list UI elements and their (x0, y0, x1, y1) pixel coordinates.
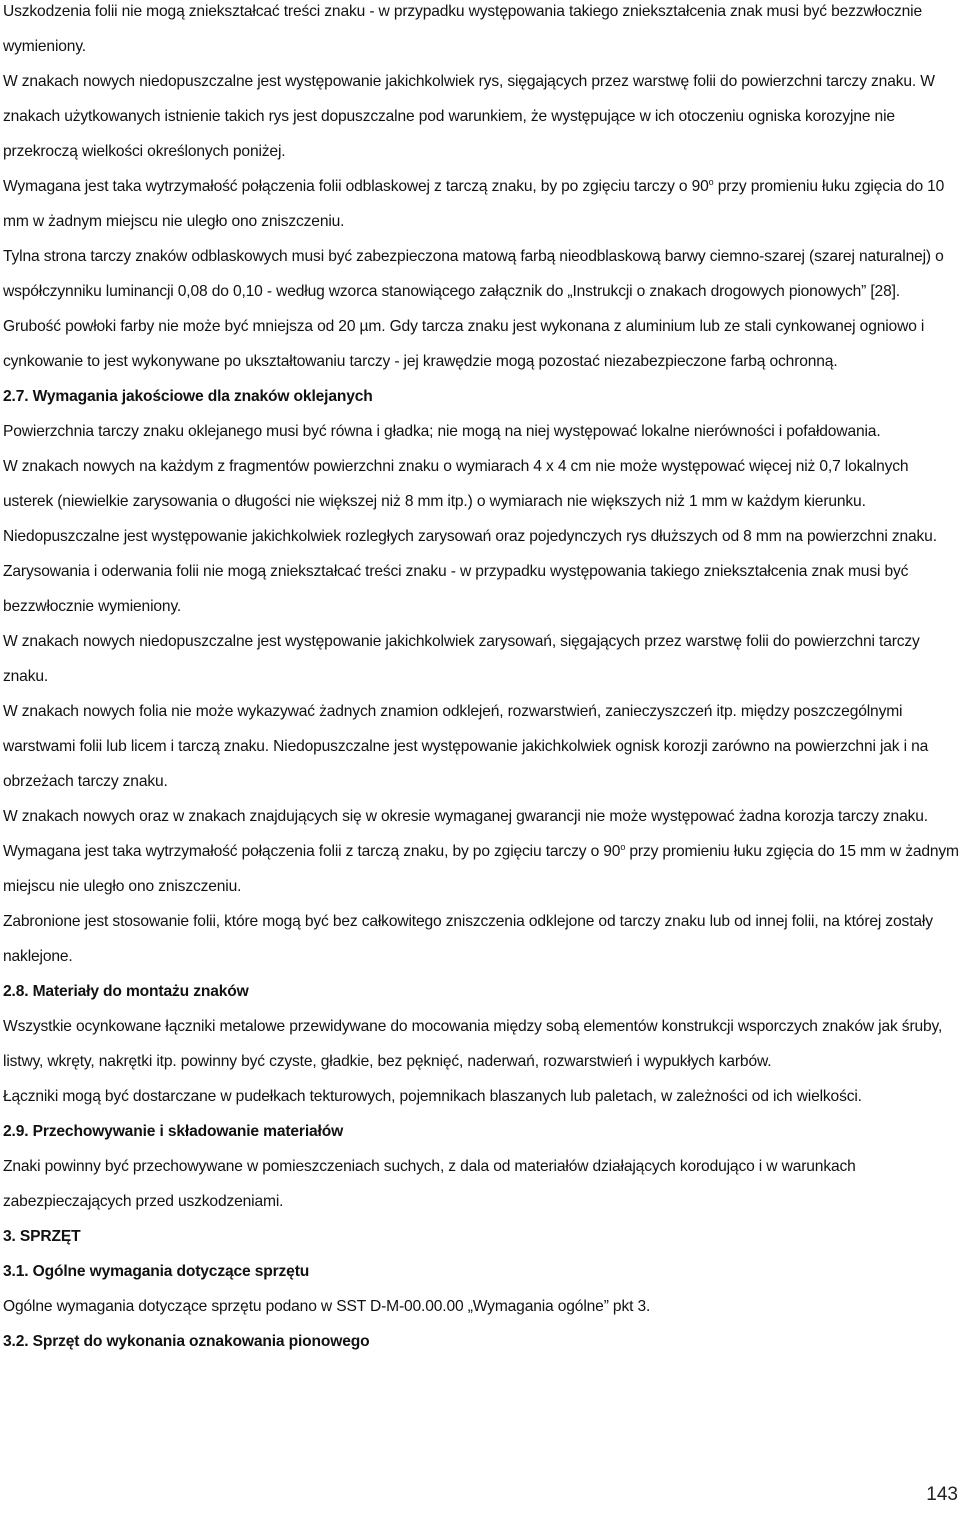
text-segment: przy promieniu łuku zgięcia do 15 mm w żadnym miejscu nie uległo ono zniszczeniu. (3, 843, 959, 895)
section-heading-3-1: 3.1. Ogólne wymagania dotyczące sprzętu (3, 1263, 310, 1280)
section-heading-2-9: 2.9. Przechowywanie i składowanie materiałów (3, 1123, 344, 1140)
text-segment: Wymagana jest taka wytrzymałość połączenia folii odblaskowej z tarczą znaku, by po zgięciu tarczy o 90 (3, 178, 709, 195)
paragraph-rear-side-paint: Tylna strona tarczy znaków odblaskowych musi być zabezpieczona matową farbą nieodblaskową barwy ciemno-szarej (szarej naturalnej) o współczynniku luminancji 0,08 do 0,10 - według wzorca stanowiącego załącznik do „Instrukcji o znakach drogowych pionowych” [28]. Grubość powłoki farby nie może być mniejsza od 20 µm. Gdy tarcza znaku jest wykonana z aluminium lub ze stali cynkowanej ogniowo i cynkowanie to jest wykonywane po ukształtowaniu tarczy - jej krawędzie mogą pozostać niezabezpieczone farbą ochronną. (3, 248, 944, 370)
paragraph-foil-damage: Uszkodzenia folii nie mogą zniekształcać treści znaku - w przypadku występowania takiego zniekształcenia znak musi być bezzwłocznie wymieniony. (3, 3, 923, 55)
section-heading-3-2: 3.2. Sprzęt do wykonania oznakowania pionowego (3, 1333, 370, 1350)
paragraph-fastener-delivery: Łączniki mogą być dostarczane w pudełkach tekturowych, pojemnikach blaszanych lub paletach, w zależności od ich wielkości. (3, 1088, 862, 1105)
page-number: 143 (926, 1484, 958, 1505)
section-heading-2-8: 2.8. Materiały do montażu znaków (3, 983, 249, 1000)
text-segment: Wymagana jest taka wytrzymałość połączenia folii z tarczą znaku, by po zgięciu tarczy o 90 (3, 843, 621, 860)
paragraph-forbidden-foils: Zabronione jest stosowanie folii, które mogą być bez całkowitego zniszczenia odklejone od tarczy znaku lub od innej folii, na której zostały naklejone. (3, 913, 933, 965)
paragraph-bond-strength-foil (3, 834, 960, 904)
section-heading-3: 3. SPRZĘT (3, 1228, 81, 1245)
paragraph-delamination: W znakach nowych folia nie może wykazywać żadnych znamion odklejeń, rozwarstwień, zanieczyszczeń itp. między poszczególnymi warstwami folii lub licem i tarczą znaku. Niedopuszczalne jest występowanie jakichkolwiek ognisk korozji zarówno na powierzchni jak i na obrzeżach tarczy znaku. (3, 703, 929, 790)
degree-superscript: o (708, 177, 714, 187)
paragraph-scratches-new-signs: W znakach nowych niedopuszczalne jest występowanie jakichkolwiek rys, sięgających przez warstwę folii do powierzchni tarczy znaku. W znakach użytkowanych istnienie takich rys jest dopuszczalne pod warunkiem, że występujące w ich otoczeniu ogniska korozyjne nie przekroczą wielkości określonych poniżej. (3, 73, 935, 160)
degree-superscript: o (620, 842, 626, 852)
paragraph-equipment-general: Ogólne wymagania dotyczące sprzętu podano w SST D-M-00.00.00 „Wymagania ogólne” pkt 3. (3, 1298, 651, 1315)
paragraph-local-defects: W znakach nowych na każdym z fragmentów powierzchni znaku o wymiarach 4 x 4 cm nie może występować więcej niż 0,7 lokalnych usterek (niewielkie zarysowania o długości nie większej niż 8 mm itp.) o wymiarach nie większych niż 1 mm w każdym kierunku. Niedopuszczalne jest występowanie jakichkolwiek rozległych zarysowań oraz pojedynczych rys dłuższych od 8 mm na powierzchni znaku. Zarysowania i oderwania folii nie mogą zniekształcać treści znaku - w przypadku występowania takiego zniekształcenia znak musi być bezzwłocznie wymieniony. (3, 458, 937, 615)
paragraph-bond-strength-reflective (3, 169, 960, 239)
section-heading-2-7: 2.7. Wymagania jakościowe dla znaków oklejanych (3, 388, 373, 405)
paragraph-scratches-foil: W znakach nowych niedopuszczalne jest występowanie jakichkolwiek zarysowań, sięgających przez warstwę folii do powierzchni tarczy znaku. (3, 633, 920, 685)
text-segment: przy promieniu łuku zgięcia do 10 mm w żadnym miejscu nie uległo ono zniszczeniu. (3, 178, 945, 230)
paragraph-storage: Znaki powinny być przechowywane w pomieszczeniach suchych, z dala od materiałów działających korodująco i w warunkach zabezpieczających przed uszkodzeniami. (3, 1158, 856, 1210)
paragraph-fasteners: Wszystkie ocynkowane łączniki metalowe przewidywane do mocowania między sobą elementów konstrukcji wsporczych znaków jak śruby, listwy, wkręty, nakrętki itp. powinny być czyste, gładkie, bez pęknięć, naderwań, rozwarstwień i wypukłych karbów. (3, 1018, 943, 1070)
paragraph-surface-flatness: Powierzchnia tarczy znaku oklejanego musi być równa i gładka; nie mogą na niej występować lokalne nierówności i pofałdowania. (3, 423, 881, 440)
paragraph-corrosion-warranty: W znakach nowych oraz w znakach znajdujących się w okresie wymaganej gwarancji nie może występować żadna korozja tarczy znaku. (3, 808, 928, 825)
